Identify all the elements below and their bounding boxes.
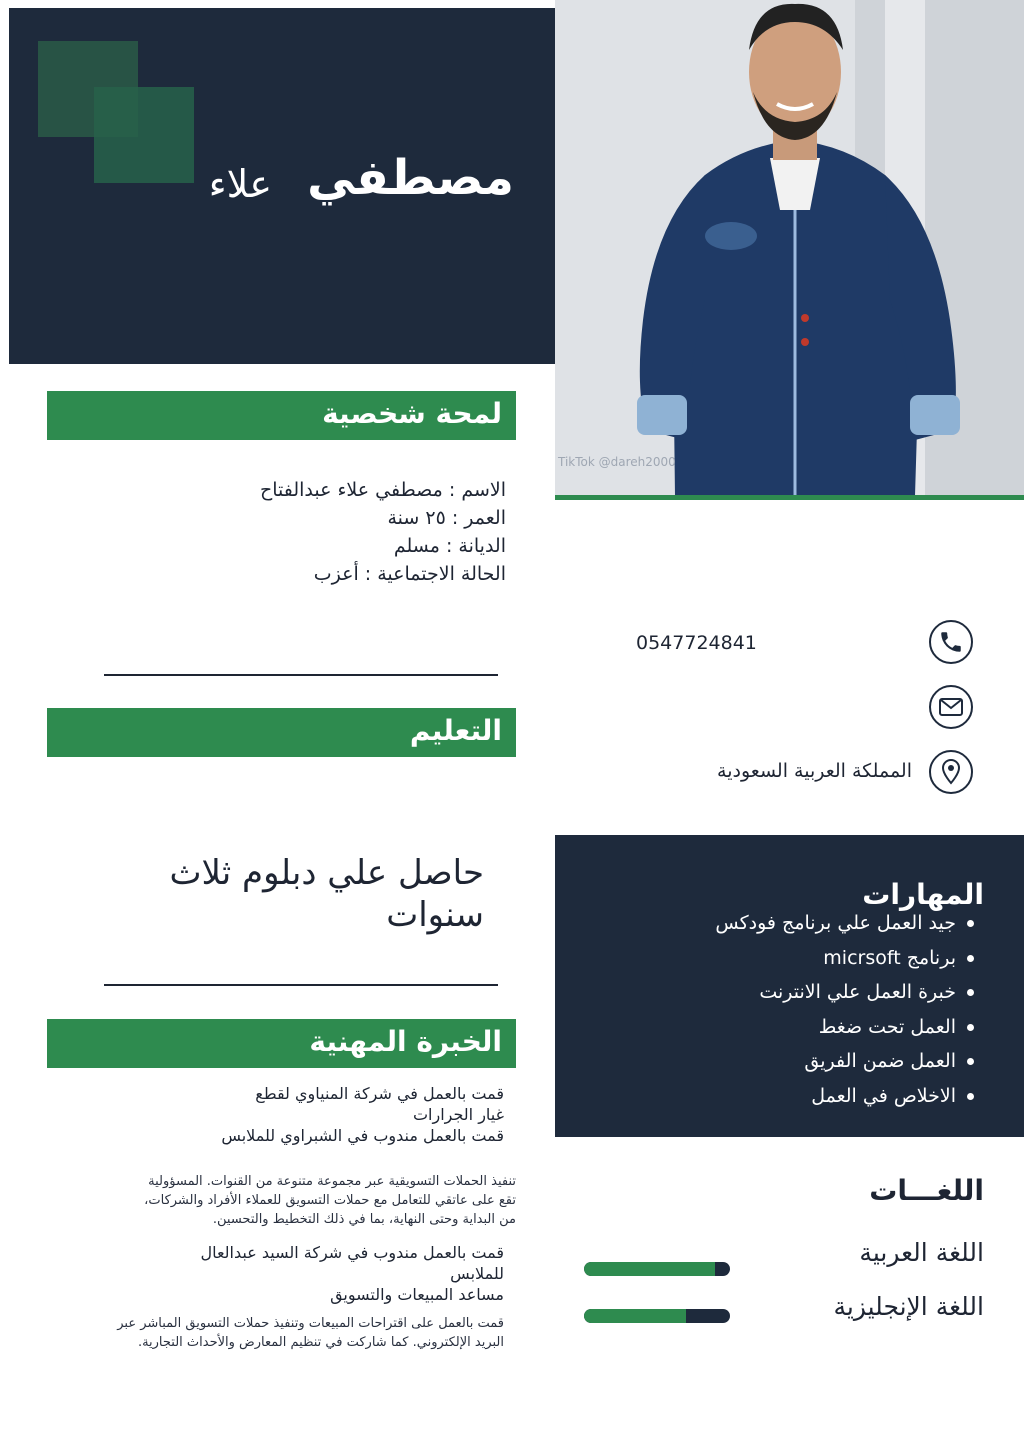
experience-description-1: [144, 1172, 516, 1229]
divider: [104, 984, 498, 986]
education-text: حاصل علي دبلوم ثلاث سنوات: [169, 853, 484, 935]
bullet-icon: [967, 955, 974, 962]
decorative-square: [94, 87, 194, 183]
bullet-icon: [967, 989, 974, 996]
info-line-name: الاسم : مصطفي علاء عبدالفتاح: [259, 479, 506, 501]
first-name: مصطفي: [307, 150, 514, 206]
info-line-age: العمر : ٢٥ سنة: [387, 507, 506, 529]
description-line: قمت بالعمل على اقتراحات المبيعات وتنفيذ حملات التسويق المباشر عبر: [117, 1316, 504, 1331]
experience-line: قمت بالعمل مندوب في الشبراوي للملابس: [221, 1126, 504, 1145]
experience-section-title: الخبرة المهنية: [309, 1025, 502, 1058]
skill-item: [634, 1044, 974, 1079]
skill-label: العمل تحت ضغط: [818, 1015, 956, 1038]
experience-entry-2: [200, 1242, 504, 1305]
location-icon: [929, 750, 973, 794]
language-level-fill: [584, 1309, 686, 1323]
description-line: تنفيذ الحملات التسويقية عبر مجموعة متنوعة من القنوات. المسؤولية: [148, 1174, 516, 1189]
skill-item: [634, 1079, 974, 1114]
experience-line: غيار الجرارات: [412, 1105, 504, 1124]
skill-label: العمل ضمن الفريق: [804, 1050, 956, 1072]
bullet-icon: [967, 920, 974, 927]
personal-section-title: لمحة شخصية: [322, 397, 502, 430]
divider: [104, 674, 498, 676]
personal-info: [260, 476, 506, 588]
email-icon: [929, 685, 973, 729]
skill-label: خبرة العمل علي الانترنت: [759, 981, 956, 1003]
experience-entry-1: [221, 1083, 504, 1146]
language-name-arabic: اللغة العربية: [859, 1238, 984, 1267]
personal-section-bar: [47, 391, 516, 440]
phone-number[interactable]: 0547724841: [636, 632, 757, 654]
education-section-bar: [47, 708, 516, 757]
info-line-status: الحالة الاجتماعية : أعزب: [313, 563, 506, 585]
experience-line: قمت بالعمل مندوب في شركة السيد عبدالعال: [200, 1243, 504, 1262]
skill-item: [634, 941, 974, 976]
languages-title: اللغـــات: [869, 1174, 984, 1207]
experience-line: قمت بالعمل في شركة المنياوي لقطع: [255, 1084, 504, 1103]
bullet-icon: [967, 1093, 974, 1100]
language-name-english: اللغة الإنجليزية: [833, 1292, 984, 1321]
description-line: البريد الإلكتروني. كما شاركت في تنظيم المعارض والأحداث التجارية.: [137, 1335, 504, 1350]
skill-label: الاخلاص في العمل: [811, 1084, 956, 1107]
skills-list: [634, 906, 974, 1113]
phone-icon: [929, 620, 973, 664]
bullet-icon: [967, 1024, 974, 1031]
experience-description-2: [117, 1314, 504, 1352]
profile-photo: [555, 0, 1024, 496]
skill-item: [634, 975, 974, 1010]
description-line: تقع على عاتقي للتعامل مع حملات التسويق للعملاء الأفراد والشركات،: [144, 1193, 516, 1208]
language-bar-english: [584, 1309, 730, 1323]
skill-item: [634, 906, 974, 941]
education-section-title: التعليم: [409, 714, 502, 747]
bullet-icon: [967, 1058, 974, 1065]
description-line: من البداية وحتى النهاية، بما في ذلك التخطيط والتحسين.: [212, 1212, 516, 1227]
experience-line: مساعد المبيعات والتسويق: [330, 1285, 504, 1304]
language-bar-arabic: [584, 1262, 730, 1276]
experience-line: للملابس: [450, 1264, 504, 1283]
second-name: علاء: [208, 162, 272, 206]
photo-watermark: TikTok @dareh2000: [558, 455, 676, 469]
language-level-fill: [584, 1262, 715, 1276]
experience-section-bar: [47, 1019, 516, 1068]
skill-item: [634, 1010, 974, 1045]
skills-title: المهارات: [862, 878, 984, 911]
photo-underline: [555, 495, 1024, 500]
location-text: المملكة العربية السعودية: [717, 760, 912, 782]
info-line-religion: الديانة : مسلم: [393, 535, 506, 557]
skill-label: جيد العمل علي برنامج فودكس: [715, 912, 956, 934]
skill-label: برنامج micrsoft: [823, 946, 956, 969]
